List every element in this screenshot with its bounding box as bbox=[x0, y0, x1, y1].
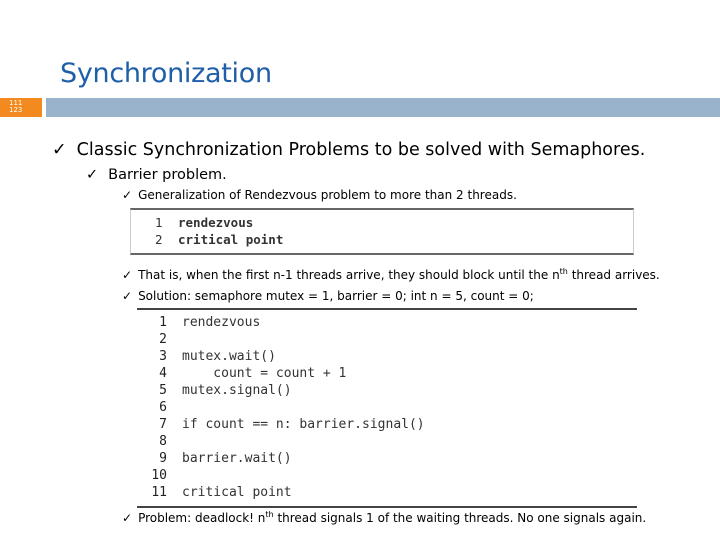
code-line bbox=[137, 416, 637, 433]
bullet-classic-problems bbox=[52, 140, 645, 160]
code-text: rendezvous bbox=[182, 315, 261, 330]
line-number: 8 bbox=[159, 434, 167, 449]
line-number: 2 bbox=[155, 232, 163, 247]
bullet-text: Classic Synchronization Problems to be solved with Semaphores. bbox=[76, 140, 646, 160]
bullet-text: That is, when the first n-1 threads arrive, they should block until the n bbox=[138, 268, 560, 282]
check-icon: ✓ bbox=[122, 289, 133, 303]
code-block-barrier bbox=[137, 308, 637, 508]
code-line bbox=[137, 433, 637, 450]
line-number: 3 bbox=[159, 349, 167, 364]
code-text: if count == n: barrier.signal() bbox=[182, 417, 425, 432]
bullet-text: Problem: deadlock! n bbox=[138, 511, 266, 525]
header-divider-bar bbox=[46, 98, 720, 117]
code-text: barrier.wait() bbox=[182, 451, 292, 466]
code-line bbox=[137, 382, 637, 399]
check-icon: ✓ bbox=[122, 511, 133, 525]
line-number: 2 bbox=[159, 332, 167, 347]
line-number: 10 bbox=[151, 468, 167, 483]
line-number: 4 bbox=[159, 366, 167, 381]
line-number: 11 bbox=[151, 485, 167, 500]
code-text: rendezvous bbox=[178, 215, 254, 230]
line-number: 7 bbox=[159, 417, 167, 432]
bullet-solution bbox=[122, 289, 534, 303]
check-icon: ✓ bbox=[86, 167, 99, 183]
bullet-barrier-problem bbox=[86, 167, 227, 183]
code-lines bbox=[131, 214, 633, 248]
code-text: critical point bbox=[178, 232, 284, 247]
check-icon: ✓ bbox=[122, 188, 133, 202]
code-lines bbox=[137, 314, 637, 501]
code-text: mutex.signal() bbox=[182, 383, 292, 398]
code-text: count = count + 1 bbox=[182, 366, 347, 381]
code-line bbox=[137, 348, 637, 365]
bullet-problem-deadlock bbox=[122, 511, 646, 525]
check-icon: ✓ bbox=[52, 140, 67, 160]
superscript-th: th bbox=[265, 510, 274, 519]
bullet-text-end: thread signals 1 of the waiting threads. No one signals again. bbox=[273, 511, 647, 525]
code-text: mutex.wait() bbox=[182, 349, 276, 364]
bullet-text-end: thread arrives. bbox=[567, 268, 660, 282]
code-line bbox=[131, 214, 633, 231]
bullet-text: Solution: semaphore mutex = 1, barrier = 0; int n = 5, count = 0; bbox=[138, 289, 534, 303]
bullet-generalization bbox=[122, 188, 517, 202]
line-number: 5 bbox=[159, 383, 167, 398]
slide-number bbox=[9, 100, 35, 114]
check-icon: ✓ bbox=[122, 268, 133, 282]
line-number: 1 bbox=[155, 215, 163, 230]
bullet-text: Barrier problem. bbox=[108, 167, 227, 183]
superscript-th: th bbox=[559, 267, 568, 276]
code-line bbox=[137, 365, 637, 382]
code-text: critical point bbox=[182, 485, 292, 500]
code-line bbox=[137, 331, 637, 348]
line-number: 9 bbox=[159, 451, 167, 466]
code-line bbox=[137, 314, 637, 331]
code-line bbox=[137, 484, 637, 501]
bullet-that-is bbox=[122, 268, 660, 282]
slide-number-top: 111 bbox=[9, 99, 23, 107]
code-line bbox=[131, 231, 633, 248]
bullet-text: Generalization of Rendezvous problem to more than 2 threads. bbox=[138, 188, 517, 202]
code-line bbox=[137, 467, 637, 484]
line-number: 1 bbox=[159, 315, 167, 330]
code-block-rendezvous bbox=[130, 208, 634, 255]
slide-title: Synchronization bbox=[60, 58, 272, 89]
slide-number-bottom: 123 bbox=[9, 106, 23, 114]
line-number: 6 bbox=[159, 400, 167, 415]
code-line bbox=[137, 450, 637, 467]
code-line bbox=[137, 399, 637, 416]
